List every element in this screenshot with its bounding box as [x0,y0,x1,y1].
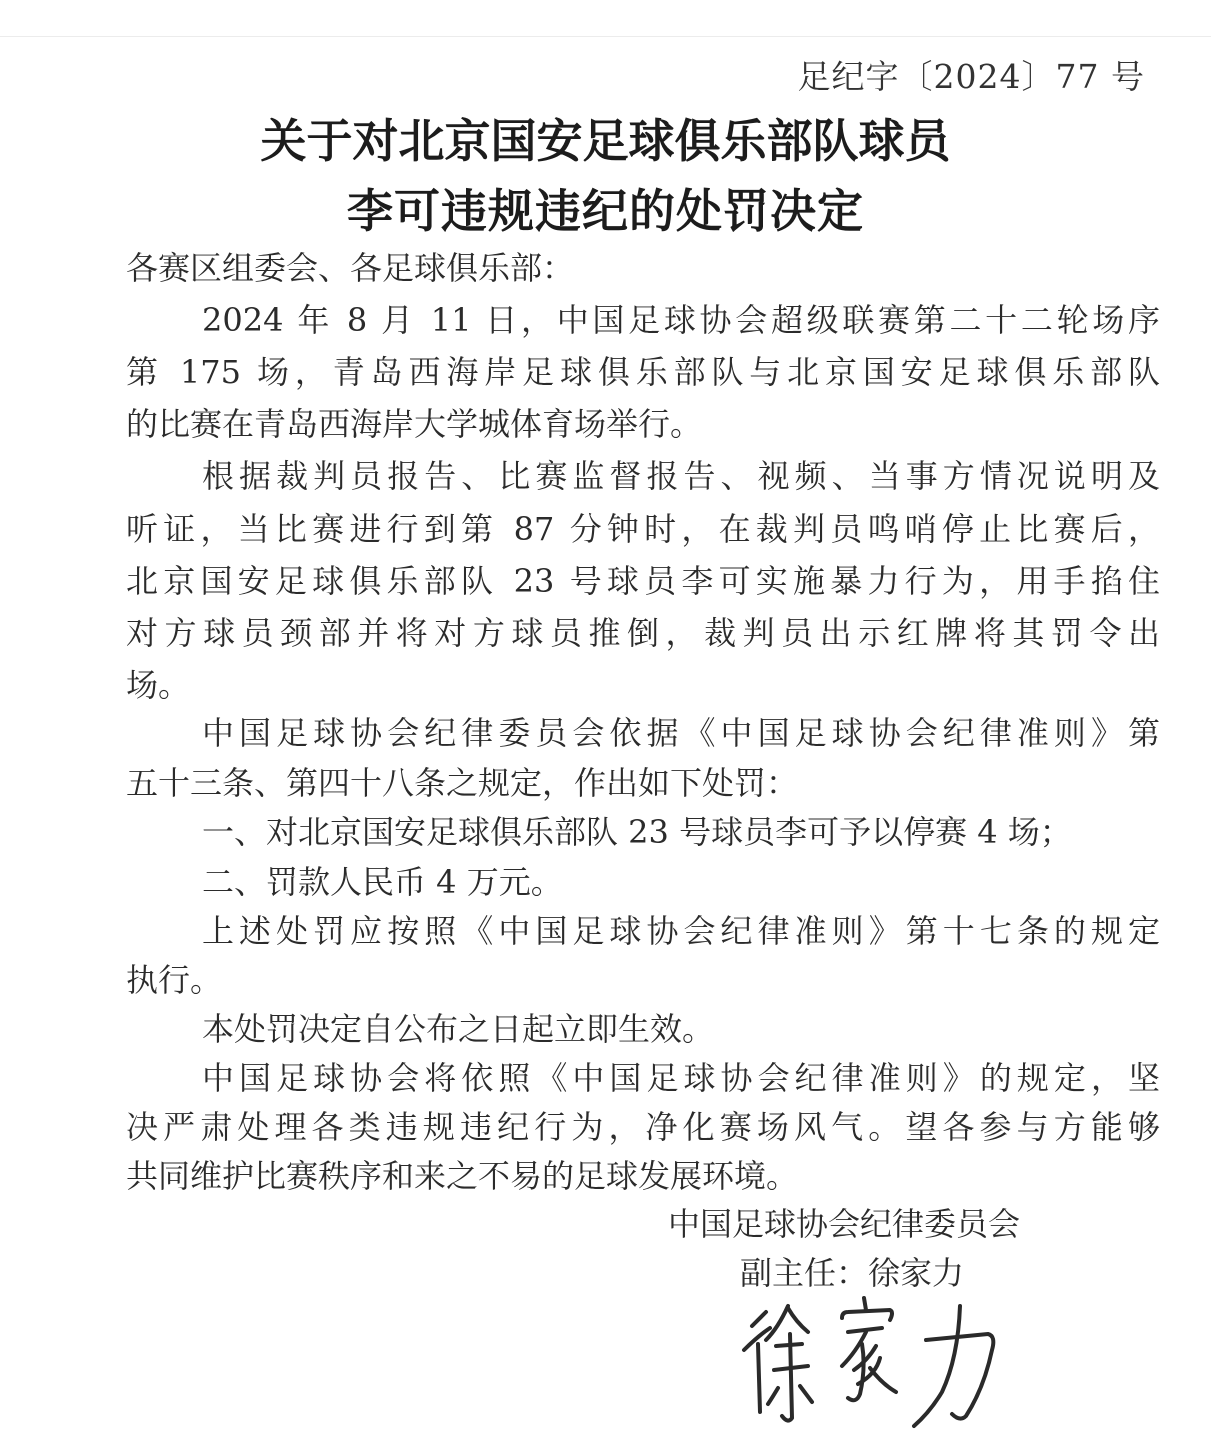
body-line: 对方球员颈部并将对方球员推倒，裁判员出示红牌将其罚令出 [126,614,1160,652]
document-title-line-1: 关于对北京国安足球俱乐部队球员 [260,114,951,168]
body-line: 共同维护比赛秩序和来之不易的足球发展环境。 [126,1157,799,1195]
body-line: 执行。 [126,961,223,999]
document-title-line-2: 李可违规违纪的处罚决定 [347,184,864,238]
addressee: 各赛区组委会、各足球俱乐部： [126,249,575,287]
body-line: 第 175 场，青岛西海岸足球俱乐部队与北京国安足球俱乐部队 [126,353,1160,391]
penalty-item-1: 一、对北京国安足球俱乐部队 23 号球员李可予以停赛 4 场； [202,813,1072,851]
body-line: 根据裁判员报告、比赛监督报告、视频、当事方情况说明及 [202,457,1160,495]
body-line: 五十三条、第四十八条之规定，作出如下处罚： [126,764,799,802]
signatory-title: 副主任：徐家力 [740,1254,965,1292]
body-line: 听证，当比赛进行到第 87 分钟时，在裁判员鸣哨停止比赛后， [126,510,1160,548]
body-line: 2024 年 8 月 11 日，中国足球协会超级联赛第二十二轮场序 [202,301,1160,339]
body-line: 场。 [126,666,191,704]
penalty-item-2: 二、罚款人民币 4 万元。 [202,863,563,901]
document-number: 足纪字〔2024〕77 号 [797,57,1145,96]
issuing-organization: 中国足球协会纪律委员会 [668,1205,1021,1243]
body-line: 决严肃处理各类违规违纪行为，净化赛场风气。望各参与方能够 [126,1108,1160,1146]
body-line: 北京国安足球俱乐部队 23 号球员李可实施暴力行为，用手掐住 [126,562,1160,600]
body-line: 的比赛在青岛西海岸大学城体育场举行。 [126,405,703,443]
body-line: 中国足球协会纪律委员会依据《中国足球协会纪律准则》第 [202,714,1160,752]
handwritten-signature [730,1288,1020,1438]
body-line: 中国足球协会将依照《中国足球协会纪律准则》的规定，坚 [202,1059,1160,1097]
body-line: 本处罚决定自公布之日起立即生效。 [202,1010,715,1048]
top-border-rule [0,36,1211,37]
body-line: 上述处罚应按照《中国足球协会纪律准则》第十七条的规定 [202,912,1160,950]
